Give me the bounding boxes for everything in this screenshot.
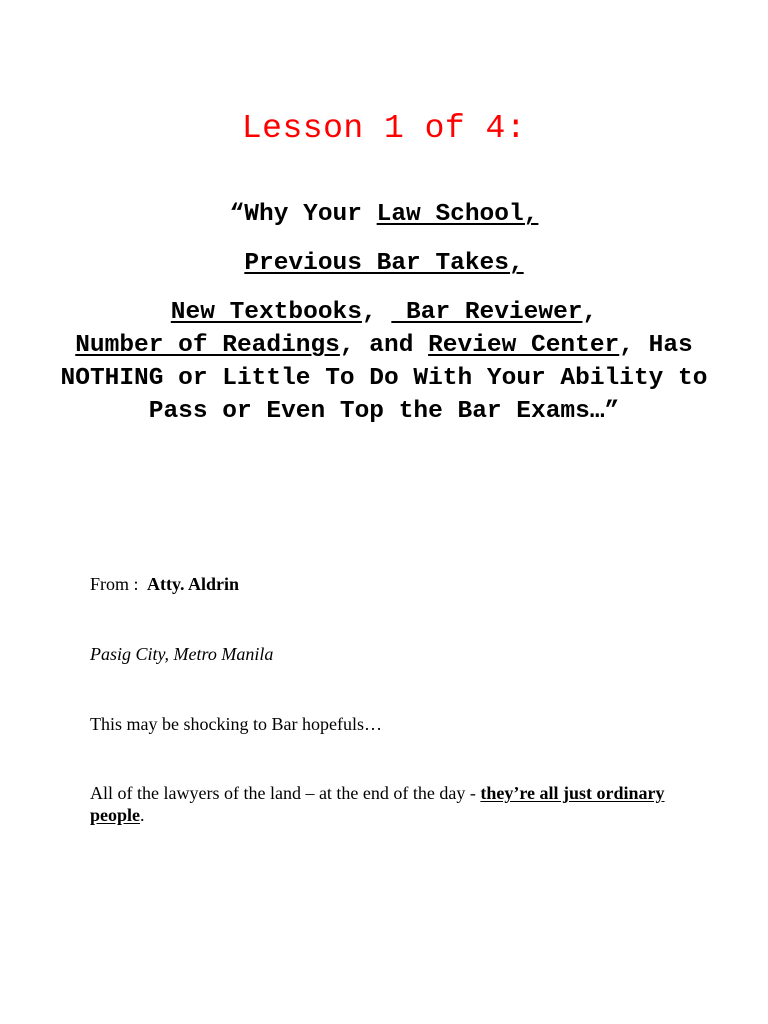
author-location: Pasig City, Metro Manila <box>90 644 274 664</box>
headline-quote-text: “Why Your <box>229 201 377 228</box>
closing-statement <box>90 782 690 826</box>
headline-review-center: Review Center <box>428 332 620 359</box>
headline-law-school: Law School, <box>376 201 539 228</box>
headline-separator: , and <box>339 332 429 359</box>
headline-separator: , <box>361 299 392 326</box>
headline-number-of-readings: Number of Readings <box>75 332 340 359</box>
headline-line-2 <box>60 247 708 280</box>
headline-new-textbooks: New Textbooks <box>170 299 362 326</box>
from-line <box>90 573 690 595</box>
headline-rest: , Has NOTHING or Little To Do With Your Ability to Pass or Even Top the Bar Exams…” <box>60 332 708 425</box>
headline-bar-reviewer: Bar Reviewer <box>391 299 583 326</box>
headline-previous-bar-takes: Previous Bar Takes, <box>244 250 524 277</box>
from-label: From : <box>90 574 139 594</box>
closing-suffix: . <box>140 805 145 825</box>
headline-separator: , <box>582 299 598 326</box>
author-name: Atty. Aldrin <box>147 574 240 594</box>
headline-line-1 <box>60 198 708 231</box>
shocking-statement: This may be shocking to Bar hopefuls… <box>90 714 382 734</box>
lesson-title: Lesson 1 of 4: <box>241 110 527 147</box>
headline-paragraph <box>60 296 708 428</box>
closing-prefix: All of the lawyers of the land – at the end of the day - <box>90 783 481 803</box>
closing-emphasis: they’re all just ordinary people <box>90 783 665 825</box>
